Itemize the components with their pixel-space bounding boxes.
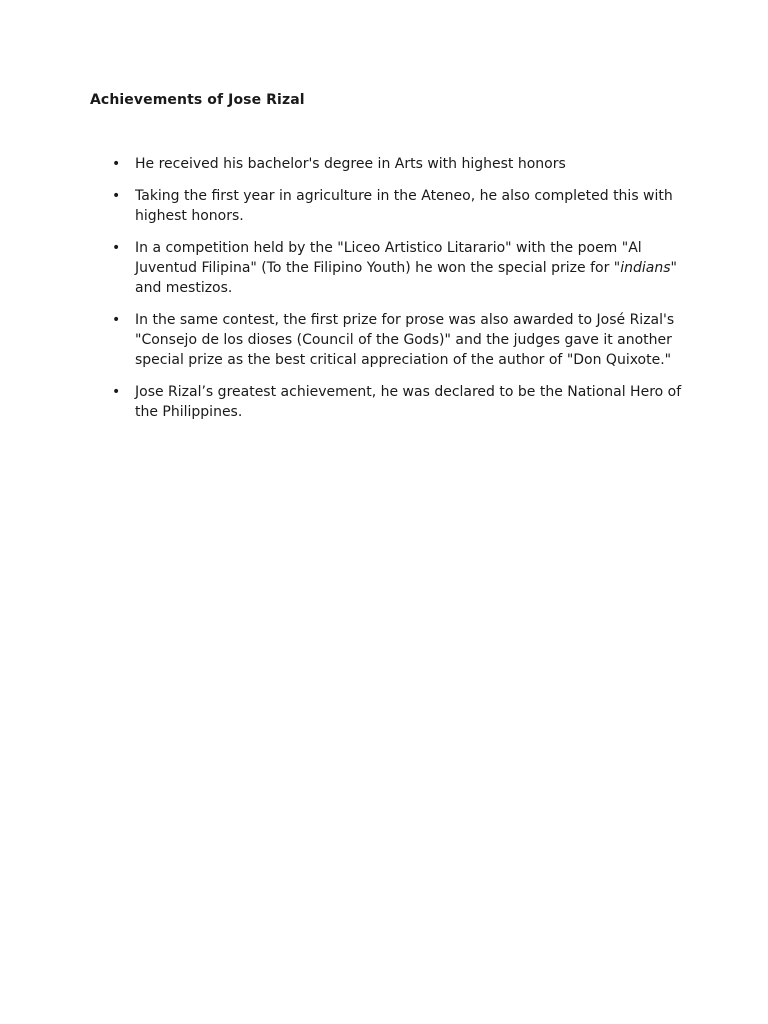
- list-item-text: Taking the first year in agriculture in the Ateneo, he also completed this with highest honors.: [135, 188, 673, 224]
- bullet-icon: •: [112, 240, 121, 256]
- list-item-text: Jose Rizal’s greatest achievement, he was declared to be the National Hero of the Philippines.: [135, 384, 682, 420]
- bullet-icon: •: [112, 312, 121, 328]
- list-item: [108, 310, 688, 370]
- list-item: [108, 382, 688, 422]
- bullet-icon: •: [112, 156, 121, 172]
- list-item-text: He received his bachelor's degree in Arts with highest honors: [135, 156, 566, 172]
- list-item: [108, 154, 688, 174]
- bullet-icon: •: [112, 188, 121, 204]
- list-item-text-part: " and mestizos.: [135, 260, 677, 296]
- bullet-icon: •: [112, 384, 121, 400]
- list-item-text: [135, 238, 688, 298]
- list-item-italic-text: indians: [620, 260, 671, 276]
- document-title: Achievements of Jose Rizal: [90, 92, 305, 108]
- list-item: [108, 238, 688, 298]
- list-item: [108, 186, 688, 226]
- list-item-text: In the same contest, the first prize for prose was also awarded to José Rizal's "Consejo de los dioses (Council of the Gods)" and the judges gave it another special prize as the best critical appreciation of the author of "Don Quixote.": [135, 312, 675, 368]
- list-item-text-part: In a competition held by the "Liceo Artistico Litarario" with the poem "Al Juventud Filipina" (To the Filipino Youth) he won the special prize for ": [135, 240, 642, 276]
- achievements-list: [108, 154, 688, 434]
